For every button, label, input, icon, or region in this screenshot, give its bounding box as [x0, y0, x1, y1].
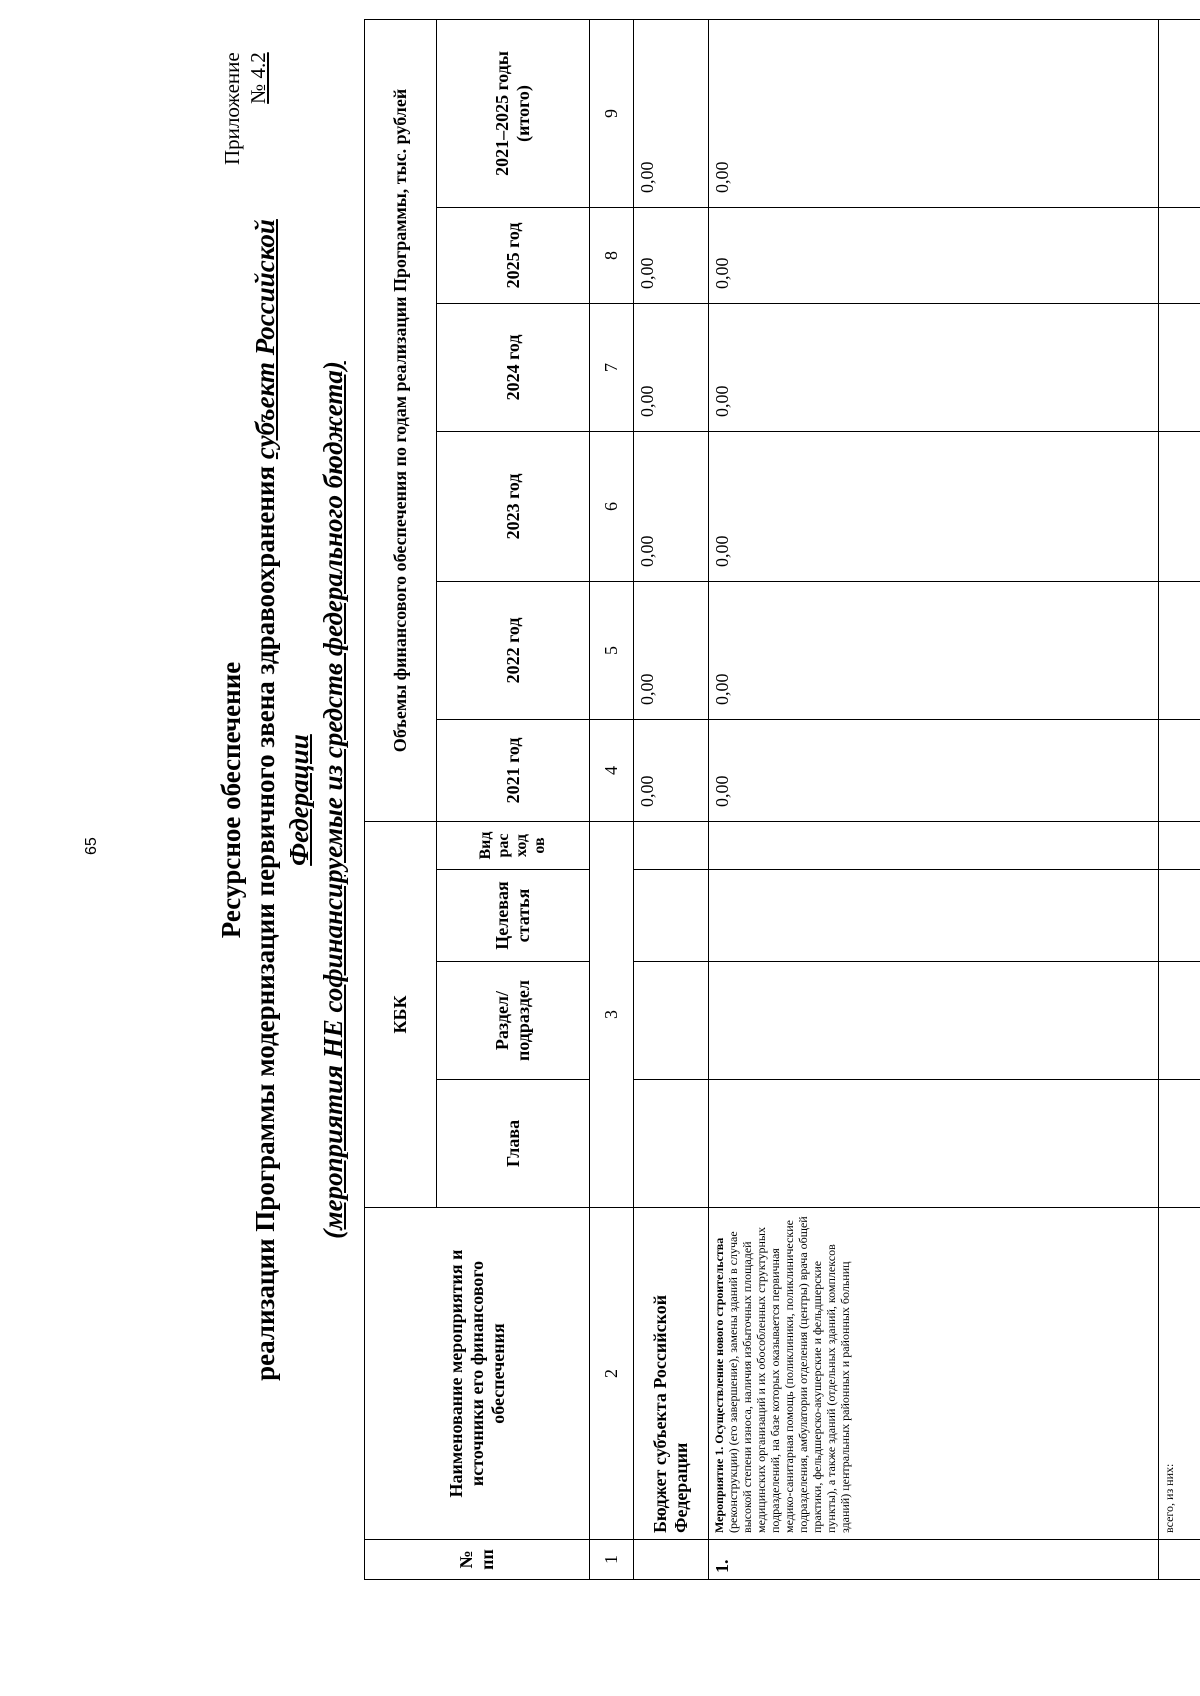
resource-table: [364, 19, 1200, 1580]
title-line4: (мероприятия НЕ софинансируемые из средств федерального бюджета): [318, 361, 348, 1239]
title-line2-prefix: реализации Программы модернизации первичного звена здравоохранения: [250, 459, 280, 1381]
total-target-cell: [1158, 870, 1200, 962]
budget-section-cell: [633, 962, 708, 1080]
header-funding: Объемы финансового обеспечения по годам реализации Программы, тыс. рублей: [365, 19, 437, 821]
title-line2: [248, 20, 282, 1580]
appendix-line1: Приложение: [220, 52, 244, 165]
event-expense-cell: [708, 821, 1158, 869]
total-value-cell: [1158, 19, 1200, 207]
budget-value-2024: 0,00: [633, 303, 708, 431]
header-num: № пп: [365, 1540, 590, 1580]
budget-expense-cell: [633, 821, 708, 869]
header-total: 2021–2025 годы (итого): [437, 19, 590, 207]
rotated-page-content: [214, 20, 1200, 1580]
total-value-cell: [1158, 207, 1200, 303]
total-num-cell: [1158, 1540, 1200, 1580]
event-value-2025: 0,00: [708, 207, 1158, 303]
title-line3: Федерации: [284, 734, 314, 866]
budget-value-2023: 0,00: [633, 431, 708, 581]
header-2023: 2023 год: [437, 431, 590, 581]
budget-value-total: 0,00: [633, 19, 708, 207]
col-number: 3: [590, 821, 634, 1207]
event-value-2023: 0,00: [708, 431, 1158, 581]
header-name: Наименование мероприятия и источники его финансового обеспечения: [365, 1208, 590, 1540]
event-section-cell: [708, 962, 1158, 1080]
header-section: Раздел/ подраздел: [437, 962, 590, 1080]
header-2022: 2022 год: [437, 581, 590, 719]
header-2024: 2024 год: [437, 303, 590, 431]
event-value-2021: 0,00: [708, 719, 1158, 821]
col-number: 6: [590, 431, 634, 581]
event-row-name: [708, 1208, 1158, 1540]
appendix-line2: № 4.2: [246, 52, 270, 104]
budget-target-cell: [633, 870, 708, 962]
event-value-2022: 0,00: [708, 581, 1158, 719]
total-chapter-cell: [1158, 1080, 1200, 1208]
event-value-2024: 0,00: [708, 303, 1158, 431]
budget-chapter-cell: [633, 1080, 708, 1208]
col-number: 9: [590, 19, 634, 207]
header-2021: 2021 год: [437, 719, 590, 821]
header-expense: Вид рас ход ов: [437, 821, 590, 869]
header-kbk: КБК: [365, 821, 437, 1207]
event-value-total: 0,00: [708, 19, 1158, 207]
budget-num-cell: [633, 1540, 708, 1580]
col-number: 5: [590, 581, 634, 719]
budget-value-2021: 0,00: [633, 719, 708, 821]
total-row-name: всего, из них:: [1158, 1208, 1200, 1540]
document-title: [214, 20, 350, 1580]
total-value-cell: [1158, 719, 1200, 821]
total-expense-cell: [1158, 821, 1200, 869]
event-index: 1.: [708, 1540, 1158, 1580]
col-number: 7: [590, 303, 634, 431]
col-number: 2: [590, 1208, 634, 1540]
col-number: 8: [590, 207, 634, 303]
total-value-cell: [1158, 303, 1200, 431]
budget-value-2022: 0,00: [633, 581, 708, 719]
total-value-cell: [1158, 581, 1200, 719]
event-title: Мероприятие 1. Осуществление нового строительства: [711, 1237, 726, 1533]
col-number: 1: [590, 1540, 634, 1580]
budget-row-name: Бюджет субъекта Российской Федерации: [633, 1208, 708, 1540]
page-number: 65: [83, 837, 100, 855]
title-line1: Ресурсное обеспечение: [216, 661, 246, 939]
title-subject: субъект Российской: [250, 219, 280, 460]
header-2025: 2025 год: [437, 207, 590, 303]
col-number: 4: [590, 719, 634, 821]
budget-value-2025: 0,00: [633, 207, 708, 303]
total-section-cell: [1158, 962, 1200, 1080]
header-chapter: Глава: [437, 1080, 590, 1208]
event-target-cell: [708, 870, 1158, 962]
total-value-cell: [1158, 431, 1200, 581]
event-chapter-cell: [708, 1080, 1158, 1208]
header-target: Целевая статья: [437, 870, 590, 962]
event-text: (реконструкции) (его завершение), замены зданий в случае высокой степени износа, наличия избыточных площадей медицинских организаций и их обособленных структурных подразделений, на базе которых оказывается первичная медико-санитарная помощь (поликлиники, поликлинические подразделения, амбулатории отделения (центры) врача общей практики, фельдшерско-акушерские и фельдшерские пункты), а также зданий (отдельных зданий, комплексов зданий) центральных районных и районных больниц: [725, 1216, 852, 1533]
